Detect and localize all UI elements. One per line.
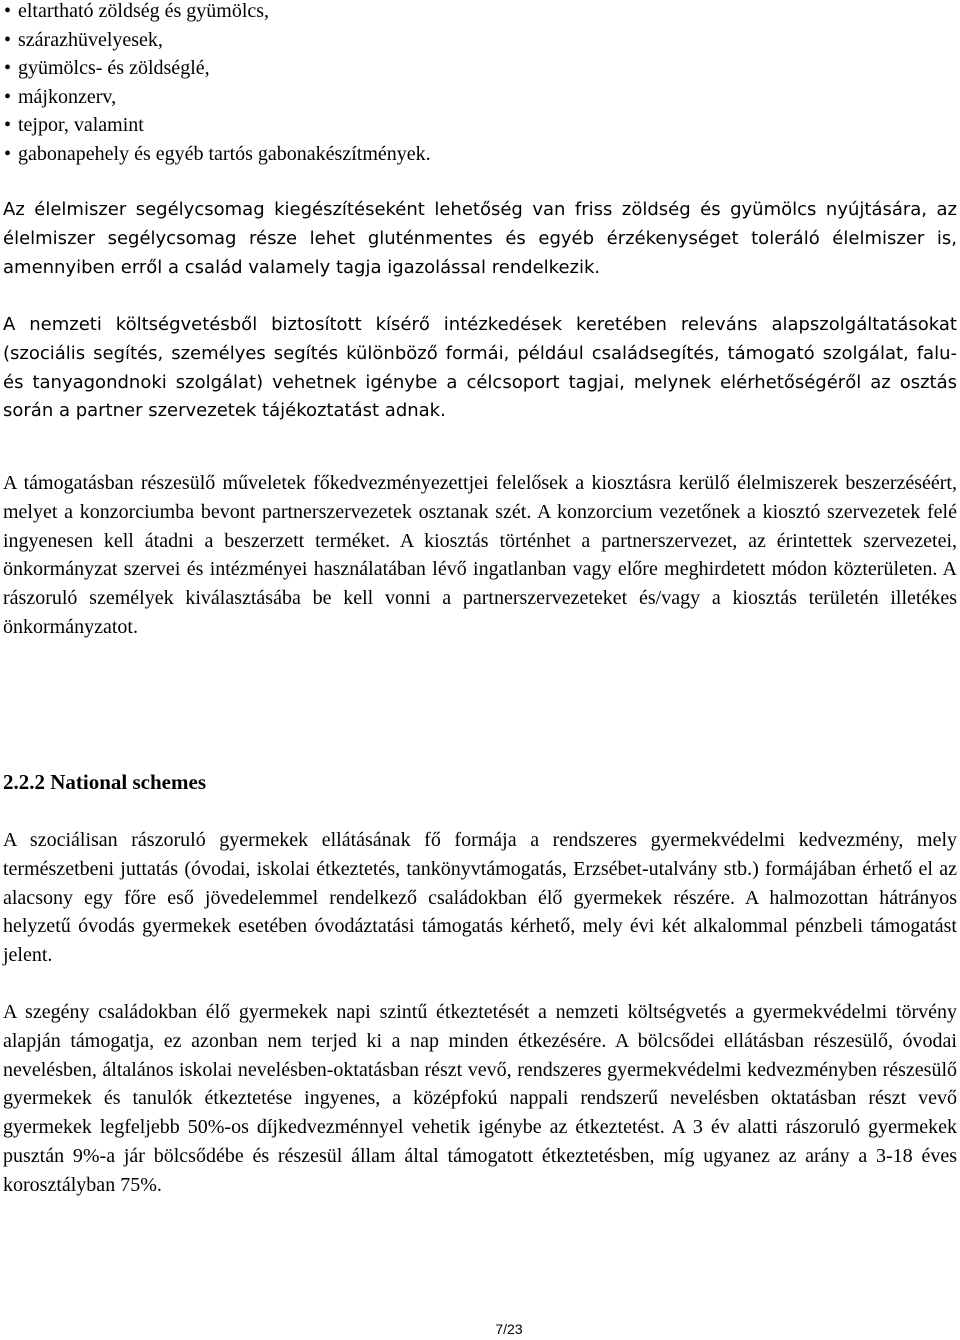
- list-item: • eltartható zöldség és gyümölcs,: [4, 0, 431, 26]
- page-number: 7/23: [495, 1321, 523, 1337]
- paragraph-child-meals: A szegény családokban élő gyermekek napi szintű étkeztetését a nemzeti költségvetés a gyermekvédelmi törvény alapján támogatja, ez azonban nem terjed ki a nap minden étkezésére. A bölcsődei ellátásban részesülő, óvodai nevelésben, általános iskolai nevelésben-oktatásban részt vevő, rendszeres gyermekvédelmi kedvezményben részesülő gyermekek és tanulók étkeztetése ingyenes, a középfokú nappali rendszerű nevelésben oktatásban részt vevő gyermekek legfeljebb 50%-os díjkedvezménnyel vehetik igénybe az étkeztetést. A 3 év alatti rászoruló gyermekek pusztán 9%-a jár bölcsődébe és részesül állam által támogatott étkeztetésben, míg ugyanez az arány a 3-18 éves korosztályban 75%.: [3, 1001, 957, 1196]
- list-item: • májkonzerv,: [4, 83, 431, 112]
- paragraph-accompanying-measures: A nemzeti költségvetésből biztosított kísérő intézkedések keretében releváns alapszolgáltatásokat (szociális segítés, személyes segítés különböző formái, például családsegítés, támogató szolgálat, falu- és tanyagondnoki szolgálat) vehetnek igénybe a célcsoport tagjai, melynek elérhetőségéről az osztás során a partner szervezetek tájékoztatást adnak.: [3, 314, 957, 422]
- list-item: • szárazhüvelyesek,: [4, 26, 431, 55]
- paragraph-distribution: A támogatásban részesülő műveletek főkedvezményezettjei felelősek a kiosztásra kerülő élelmiszerek beszerzéséért, melyet a konzorciumba bevont partnerszervezetek osztanak szét. A konzorcium vezetőnek a kiosztó szervezetek felé ingyenesen kell átadni a beszerzett terméket. A kiosztás történhet a partnerszervezet, az érintettek szervezetei, önkormányzat szervei és intézményei használatában lévő ingatlanban vagy előre meghirdetett módon közterületen. A rászoruló személyek kiválasztásába be kell vonni a partnerszervezeteket és/vagy a kiosztás területén illetékes önkormányzatot.: [3, 472, 957, 638]
- list-item: • tejpor, valamint: [4, 111, 431, 140]
- list-item: • gyümölcs- és zöldséglé,: [4, 54, 431, 83]
- paragraph-fresh-produce: Az élelmiszer segélycsomag kiegészítéseként lehetőség van friss zöldség és gyümölcs nyújtására, az élelmiszer segélycsomag része lehet gluténmentes és egyéb érzékenységet toleráló élelmiszer is, amennyiben erről a család valamely tagja igazolással rendelkezik.: [3, 199, 957, 278]
- list-item: • gabonapehely és egyéb tartós gabonakészítmények.: [4, 140, 431, 169]
- paragraph-child-protection: A szociálisan rászoruló gyermekek ellátásának fő formája a rendszeres gyermekvédelmi kedvezmény, mely természetbeni juttatás (óvodai, iskolai étkeztetés, tankönyvtámogatás, Erzsébet-utalvány stb.) formájában érhető el az alacsony egy főre eső jövedelemmel rendelkező családokban élő gyermekek részére. A halmozottan hátrányos helyzetű óvodás gyermekek esetében óvodáztatási támogatás kérhető, mely évi két alkalommal pénzbeli támogatást jelent.: [3, 829, 957, 967]
- section-heading: 2.2.2 National schemes: [3, 770, 206, 794]
- food-items-list: [4, 0, 431, 169]
